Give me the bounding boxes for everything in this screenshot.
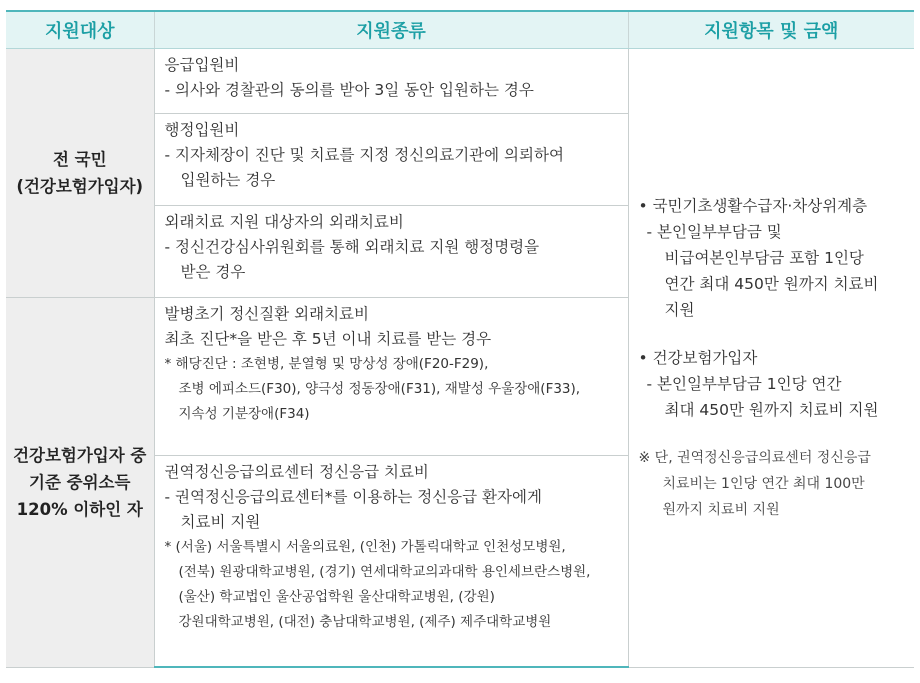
- kind-desc: - 권역정신응급의료센터*를 이용하는 정신응급 환자에게: [164, 487, 542, 506]
- kind-regional-emergency: [154, 455, 628, 667]
- kind-note: 조병 에피소드(F30), 양극성 정동장애(F31), 재발성 우울장애(F33),: [178, 380, 581, 397]
- kind-note: * (서울) 서울특별시 서울의료원, (인천) 가톨릭대학교 인천성모병원,: [164, 538, 566, 555]
- kind-title: 응급입원비: [164, 55, 240, 74]
- support-table: [6, 10, 914, 668]
- kind-note: (울산) 학교법인 울산공업학원 울산대학교병원, (강원): [178, 588, 495, 605]
- amount-note-line: 원까지 치료비 지원: [662, 501, 780, 518]
- kind-desc: 최초 진단*을 받은 후 5년 이내 치료를 받는 경우: [164, 329, 492, 348]
- amount-block1-line: 연간 최대 450만 원까지 치료비: [664, 274, 879, 293]
- amount-block1-line: 비급여본인부담금 포함 1인당: [664, 248, 864, 267]
- kind-title: 발병초기 정신질환 외래치료비: [164, 304, 370, 323]
- kind-administrative-admission: [154, 113, 628, 205]
- target-line: (건강보험가입자): [16, 176, 144, 196]
- kind-early-onset-outpatient: [154, 297, 628, 455]
- kind-desc: 받은 경우: [180, 262, 246, 281]
- target-median-income: [6, 297, 154, 667]
- header-row: [6, 11, 914, 48]
- kind-note: (전북) 원광대학교병원, (경기) 연세대학교의과대학 용인세브란스병원,: [178, 563, 591, 580]
- kind-note: 강원대학교병원, (대전) 충남대학교병원, (제주) 제주대학교병원: [178, 613, 552, 630]
- amount-note-line: ※ 단, 권역정신응급의료센터 정신응급: [638, 449, 871, 466]
- kind-desc: 치료비 지원: [180, 512, 261, 531]
- amount-cell: [628, 48, 914, 667]
- header-kind: 지원종류: [154, 11, 628, 48]
- amount-block1-line: - 본인일부부담금 및: [646, 222, 782, 241]
- target-line: 기준 중위소득: [29, 472, 131, 492]
- kind-title: 권역정신응급의료센터 정신응급 치료비: [164, 462, 429, 481]
- amount-block2-line: 최대 450만 원까지 치료비 지원: [664, 400, 879, 419]
- support-table-frame: [6, 10, 914, 670]
- kind-outpatient-support: [154, 205, 628, 297]
- amount-block1-line: 지원: [664, 300, 695, 319]
- amount-block2-line: - 본인일부부담금 1인당 연간: [646, 374, 842, 393]
- kind-desc: - 의사와 경찰관의 동의를 받아 3일 동안 입원하는 경우: [164, 80, 534, 99]
- amount-note-line: 치료비는 1인당 연간 최대 100만: [662, 475, 865, 492]
- kind-title: 행정입원비: [164, 120, 240, 139]
- target-line: 120% 이하인 자: [16, 499, 143, 519]
- amount-block2-title: • 건강보험가입자: [638, 348, 758, 367]
- kind-desc: 입원하는 경우: [180, 170, 276, 189]
- header-target: 지원대상: [6, 11, 154, 48]
- kind-note: * 해당진단 : 조현병, 분열형 및 망상성 장애(F20-F29),: [164, 355, 489, 372]
- target-line: 건강보험가입자 중: [13, 445, 147, 465]
- table-row: [6, 48, 914, 113]
- header-amount: 지원항목 및 금액: [628, 11, 914, 48]
- kind-desc: - 정신건강심사위원회를 통해 외래치료 지원 행정명령을: [164, 237, 540, 256]
- kind-emergency-admission: [154, 48, 628, 113]
- target-all-citizens: [6, 48, 154, 297]
- kind-title: 외래치료 지원 대상자의 외래치료비: [164, 212, 404, 231]
- target-line: 전 국민: [52, 149, 107, 169]
- kind-desc: - 지자체장이 진단 및 치료를 지정 정신의료기관에 의뢰하여: [164, 145, 564, 164]
- kind-note: 지속성 기분장애(F34): [178, 405, 310, 422]
- amount-block1-title: • 국민기초생활수급자·차상위계층: [638, 196, 868, 215]
